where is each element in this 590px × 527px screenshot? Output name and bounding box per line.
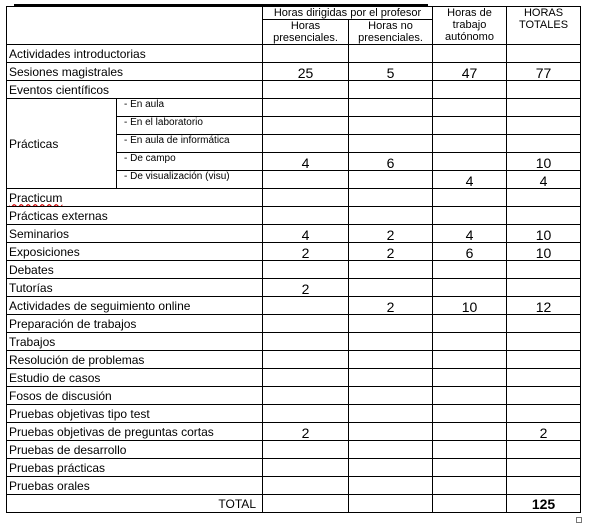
row-label: Debates [7, 261, 263, 279]
cell-autonomo: 10 [433, 297, 507, 315]
cell-total: 10 [507, 153, 581, 171]
cell-no-presenciales [349, 81, 433, 99]
cell-no-presenciales: 6 [349, 153, 433, 171]
cell-autonomo [433, 315, 507, 333]
cell-autonomo [433, 189, 507, 207]
table-row [7, 45, 581, 63]
table-row [7, 351, 581, 369]
row-label-cell [7, 189, 263, 207]
total-label: TOTAL [7, 495, 263, 513]
row-label: Practicum [9, 190, 63, 205]
total-cell-presenciales [263, 495, 349, 513]
cell-no-presenciales [349, 45, 433, 63]
row-label: Exposiciones [7, 243, 263, 261]
cell-presenciales [263, 45, 349, 63]
cell-no-presenciales [349, 189, 433, 207]
cell-presenciales [263, 171, 349, 189]
cell-autonomo [433, 117, 507, 135]
cell-autonomo [433, 459, 507, 477]
header-group-label: Horas dirigidas por el profesor [263, 7, 433, 20]
practicas-sub-label: - En aula de informática [117, 135, 263, 153]
cell-no-presenciales [349, 207, 433, 225]
cell-presenciales: 2 [263, 423, 349, 441]
cell-no-presenciales [349, 459, 433, 477]
table-row [7, 315, 581, 333]
cell-autonomo [433, 387, 507, 405]
cell-autonomo [433, 405, 507, 423]
cell-autonomo [433, 333, 507, 351]
total-cell-no-presenciales [349, 495, 433, 513]
table-row [7, 63, 581, 81]
cell-no-presenciales [349, 333, 433, 351]
cell-presenciales: 2 [263, 279, 349, 297]
row-label: Tutorías [7, 279, 263, 297]
cell-presenciales [263, 405, 349, 423]
total-value: 125 [507, 495, 581, 513]
cell-autonomo [433, 261, 507, 279]
practicas-label: Prácticas [7, 99, 117, 189]
table-resize-handle[interactable] [576, 517, 582, 523]
row-label: Seminarios [7, 225, 263, 243]
row-label: Pruebas orales [7, 477, 263, 495]
cell-no-presenciales: 2 [349, 297, 433, 315]
cell-presenciales [263, 297, 349, 315]
header-row-1 [7, 7, 581, 20]
cell-presenciales [263, 81, 349, 99]
cell-autonomo [433, 351, 507, 369]
cell-presenciales: 4 [263, 153, 349, 171]
header-presenciales: Horas presenciales. [263, 20, 349, 45]
cell-total [507, 99, 581, 117]
table-row [7, 441, 581, 459]
header-blank-cell [7, 7, 263, 45]
cell-no-presenciales [349, 387, 433, 405]
cell-no-presenciales [349, 351, 433, 369]
cell-no-presenciales [349, 405, 433, 423]
table-row [7, 477, 581, 495]
row-label: Pruebas de desarrollo [7, 441, 263, 459]
cell-no-presenciales [349, 315, 433, 333]
row-label: Preparación de trabajos [7, 315, 263, 333]
table-row [7, 369, 581, 387]
cell-no-presenciales [349, 369, 433, 387]
cell-autonomo [433, 153, 507, 171]
cell-autonomo [433, 279, 507, 297]
cell-presenciales [263, 441, 349, 459]
cell-total [507, 441, 581, 459]
table-row [7, 189, 581, 207]
cell-presenciales [263, 459, 349, 477]
practicas-sub-label: - De campo [117, 153, 263, 171]
cell-presenciales: 4 [263, 225, 349, 243]
row-label: Pruebas objetivas tipo test [7, 405, 263, 423]
cell-total [507, 315, 581, 333]
cell-total: 12 [507, 297, 581, 315]
header-totales: HORAS TOTALES [507, 7, 581, 45]
cell-presenciales [263, 351, 349, 369]
cell-total [507, 333, 581, 351]
table-row [7, 423, 581, 441]
cell-total [507, 351, 581, 369]
cell-total: 2 [507, 423, 581, 441]
cell-presenciales [263, 189, 349, 207]
total-cell-autonomo [433, 495, 507, 513]
table-row [7, 243, 581, 261]
cell-no-presenciales: 5 [349, 63, 433, 81]
practicas-sub-label: - En aula [117, 99, 263, 117]
cell-total [507, 477, 581, 495]
cell-no-presenciales [349, 279, 433, 297]
cell-total: 4 [507, 171, 581, 189]
cell-total [507, 135, 581, 153]
cell-presenciales [263, 333, 349, 351]
cell-total [507, 405, 581, 423]
cell-no-presenciales [349, 171, 433, 189]
cell-presenciales [263, 387, 349, 405]
cell-no-presenciales: 2 [349, 243, 433, 261]
cell-autonomo [433, 477, 507, 495]
row-label: Actividades introductorias [7, 45, 263, 63]
cell-autonomo [433, 135, 507, 153]
table-row [7, 261, 581, 279]
cell-autonomo: 4 [433, 225, 507, 243]
total-row [7, 495, 581, 513]
header-autonomo: Horas de trabajo autónomo [433, 7, 507, 45]
table-row [7, 81, 581, 99]
cell-presenciales [263, 315, 349, 333]
cell-autonomo [433, 99, 507, 117]
practicas-sub-label: - En el laboratorio [117, 117, 263, 135]
cell-total [507, 117, 581, 135]
cell-autonomo [433, 441, 507, 459]
hours-table [6, 6, 581, 513]
row-label: Estudio de casos [7, 369, 263, 387]
cell-total [507, 387, 581, 405]
cell-no-presenciales [349, 99, 433, 117]
row-label: Actividades de seguimiento online [7, 297, 263, 315]
cell-autonomo [433, 45, 507, 63]
cell-autonomo: 4 [433, 171, 507, 189]
header-no-presenciales: Horas no presenciales. [349, 20, 433, 45]
row-label: Pruebas prácticas [7, 459, 263, 477]
cell-total [507, 207, 581, 225]
cell-total: 77 [507, 63, 581, 81]
cell-presenciales [263, 135, 349, 153]
table-row [7, 405, 581, 423]
row-label: Trabajos [7, 333, 263, 351]
table-row [7, 99, 581, 117]
cell-presenciales [263, 477, 349, 495]
row-label: Prácticas externas [7, 207, 263, 225]
cell-autonomo: 47 [433, 63, 507, 81]
table-row [7, 297, 581, 315]
table-row [7, 387, 581, 405]
cell-presenciales [263, 117, 349, 135]
cell-presenciales [263, 369, 349, 387]
cell-no-presenciales [349, 477, 433, 495]
cell-presenciales: 25 [263, 63, 349, 81]
table-row [7, 279, 581, 297]
cell-total [507, 189, 581, 207]
cell-total: 10 [507, 225, 581, 243]
cell-no-presenciales: 2 [349, 225, 433, 243]
cell-presenciales [263, 261, 349, 279]
row-label: Resolución de problemas [7, 351, 263, 369]
cell-total [507, 279, 581, 297]
cell-no-presenciales [349, 441, 433, 459]
cell-no-presenciales [349, 135, 433, 153]
cell-total [507, 45, 581, 63]
practicas-sub-label: - De visualización (visu) [117, 171, 263, 189]
cell-no-presenciales [349, 261, 433, 279]
row-label: Eventos científicos [7, 81, 263, 99]
cell-total: 10 [507, 243, 581, 261]
cell-autonomo [433, 81, 507, 99]
cell-no-presenciales [349, 423, 433, 441]
row-label: Fosos de discusión [7, 387, 263, 405]
cell-presenciales [263, 99, 349, 117]
table-row [7, 225, 581, 243]
row-label: Pruebas objetivas de preguntas cortas [7, 423, 263, 441]
table-row [7, 333, 581, 351]
cell-total [507, 459, 581, 477]
cell-total [507, 369, 581, 387]
cell-autonomo [433, 423, 507, 441]
table-row [7, 207, 581, 225]
cell-presenciales: 2 [263, 243, 349, 261]
cell-presenciales [263, 207, 349, 225]
table-row [7, 459, 581, 477]
cell-no-presenciales [349, 117, 433, 135]
cell-total [507, 81, 581, 99]
cell-total [507, 261, 581, 279]
row-label: Sesiones magistrales [7, 63, 263, 81]
cell-autonomo [433, 207, 507, 225]
cell-autonomo [433, 369, 507, 387]
cell-autonomo: 6 [433, 243, 507, 261]
